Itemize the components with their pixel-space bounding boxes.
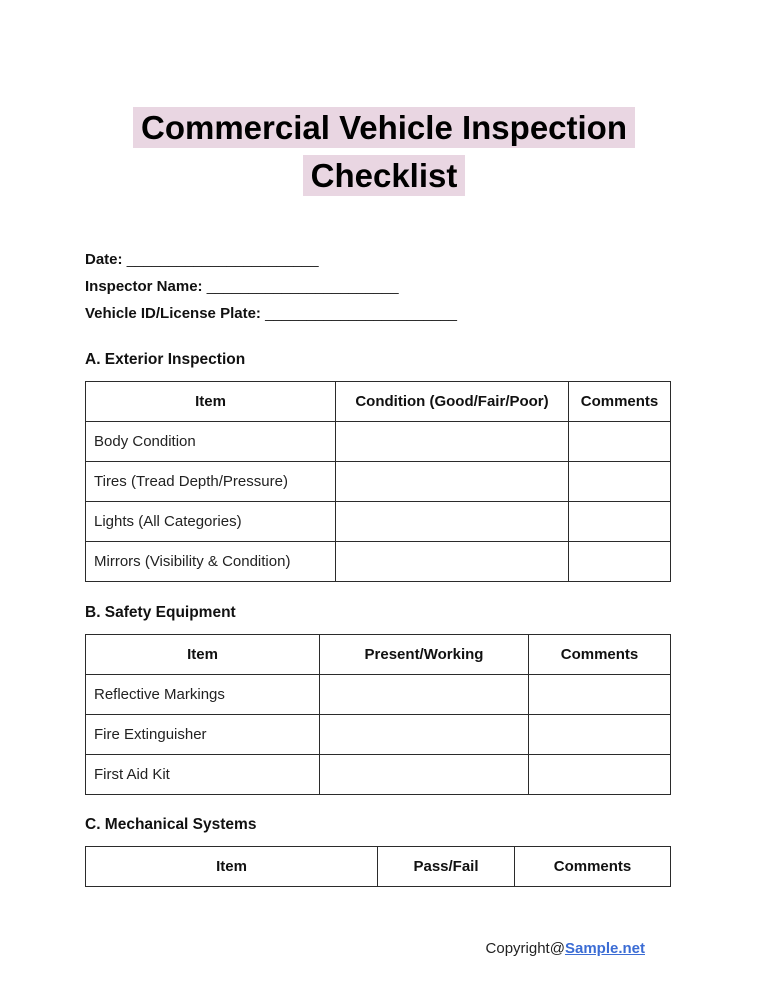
- safety-equipment-table: [85, 634, 671, 795]
- condition-cell-empty: [336, 542, 569, 582]
- condition-cell-empty: [336, 462, 569, 502]
- table-row: [86, 542, 671, 582]
- table-row: [86, 502, 671, 542]
- column-header-present-working: Present/Working: [320, 635, 529, 675]
- comments-cell-empty: [569, 502, 671, 542]
- table-row: [86, 675, 671, 715]
- sample-net-link[interactable]: Sample.net: [564, 940, 645, 957]
- vehicle-id-label: Vehicle ID/License Plate:: [85, 305, 261, 322]
- column-header-comments: Comments: [569, 382, 671, 422]
- item-cell: Reflective Markings: [86, 675, 320, 715]
- date-label: Date:: [85, 251, 123, 268]
- inspector-name-field: [85, 273, 768, 300]
- table-header-row: [86, 635, 671, 675]
- table-header-row: [86, 382, 671, 422]
- comments-cell-empty: [529, 715, 671, 755]
- form-fields: [85, 246, 768, 327]
- footer: [0, 940, 768, 957]
- present-working-cell-empty: [320, 715, 529, 755]
- item-cell: Body Condition: [86, 422, 336, 462]
- date-field: [85, 246, 768, 273]
- condition-cell-empty: [336, 422, 569, 462]
- comments-cell-empty: [569, 462, 671, 502]
- title-line-2: Checklist: [303, 155, 466, 196]
- item-cell: Mirrors (Visibility & Condition): [86, 542, 336, 582]
- item-cell: Tires (Tread Depth/Pressure): [86, 462, 336, 502]
- title-line-1: Commercial Vehicle Inspection: [133, 107, 635, 148]
- item-cell: Lights (All Categories): [86, 502, 336, 542]
- column-header-item: Item: [86, 382, 336, 422]
- column-header-item: Item: [86, 635, 320, 675]
- table-row: [86, 422, 671, 462]
- item-cell: Fire Extinguisher: [86, 715, 320, 755]
- page-title: [0, 0, 768, 200]
- comments-cell-empty: [529, 755, 671, 795]
- comments-cell-empty: [569, 422, 671, 462]
- table-header-row: [86, 847, 671, 887]
- date-blank-line: _______________________: [126, 251, 319, 268]
- column-header-pass-fail: Pass/Fail: [378, 847, 515, 887]
- comments-cell-empty: [529, 675, 671, 715]
- present-working-cell-empty: [320, 755, 529, 795]
- condition-cell-empty: [336, 502, 569, 542]
- section-c-heading: C. Mechanical Systems: [85, 816, 257, 833]
- table-row: [86, 462, 671, 502]
- mechanical-systems-table: [85, 846, 671, 887]
- column-header-condition: Condition (Good/Fair/Poor): [336, 382, 569, 422]
- column-header-comments: Comments: [515, 847, 671, 887]
- table-row: [86, 755, 671, 795]
- present-working-cell-empty: [320, 675, 529, 715]
- inspector-name-blank-line: _______________________: [206, 278, 399, 295]
- column-header-item: Item: [86, 847, 378, 887]
- section-b-heading: B. Safety Equipment: [85, 604, 236, 621]
- exterior-inspection-table: [85, 381, 671, 582]
- item-cell: First Aid Kit: [86, 755, 320, 795]
- inspector-name-label: Inspector Name:: [85, 278, 203, 295]
- section-a-heading: A. Exterior Inspection: [85, 351, 246, 368]
- vehicle-id-field: [85, 300, 768, 327]
- vehicle-id-blank-line: _______________________: [265, 305, 457, 322]
- comments-cell-empty: [569, 542, 671, 582]
- column-header-comments: Comments: [529, 635, 671, 675]
- table-row: [86, 715, 671, 755]
- copyright-text: Copyright@: [485, 940, 565, 957]
